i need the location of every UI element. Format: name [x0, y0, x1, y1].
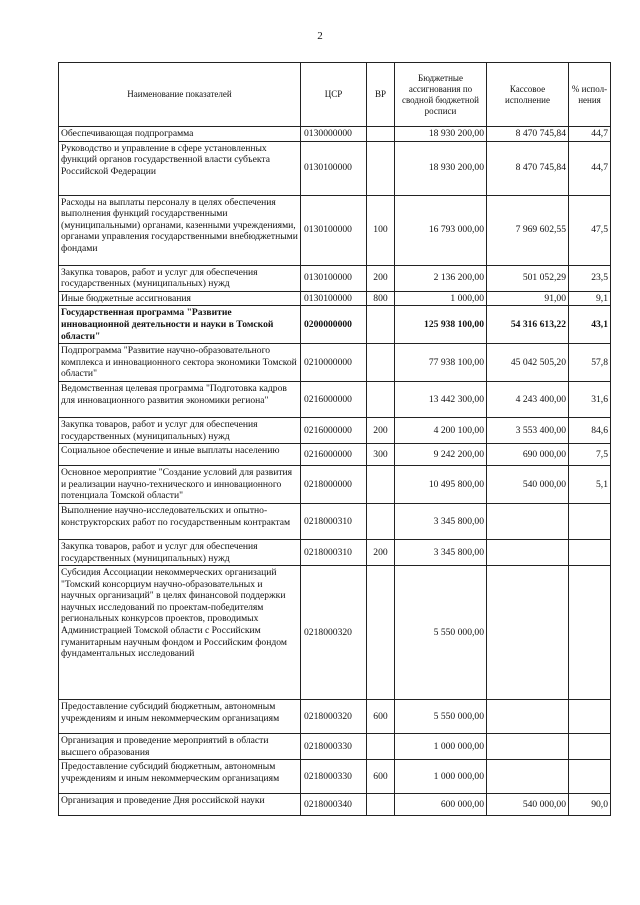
cell-vr [367, 381, 395, 417]
cell-pct: 44,7 [569, 141, 611, 195]
cell-cash: 54 316 613,22 [487, 306, 569, 344]
cell-budget: 1 000 000,00 [395, 734, 487, 760]
cell-vr: 200 [367, 539, 395, 565]
table-row [59, 444, 611, 466]
cell-vr [367, 141, 395, 195]
cell-csr: 0218000340 [301, 794, 367, 816]
cell-cash [487, 700, 569, 734]
cell-vr [367, 503, 395, 539]
cell-cash [487, 734, 569, 760]
cell-budget: 18 930 200,00 [395, 141, 487, 195]
cell-budget: 1 000 000,00 [395, 760, 487, 794]
cell-budget: 600 000,00 [395, 794, 487, 816]
cell-budget: 4 200 100,00 [395, 417, 487, 443]
cell-vr: 600 [367, 700, 395, 734]
cell-cash: 45 042 505,20 [487, 344, 569, 382]
cell-budget: 9 242 200,00 [395, 444, 487, 466]
cell-budget: 125 938 100,00 [395, 306, 487, 344]
cell-name: Основное мероприятие "Создание условий для развития и реализации научно-технического и инновационного потенциала Томской области" [59, 466, 301, 504]
header-name: Наименование показателей [59, 63, 301, 127]
cell-cash: 501 052,29 [487, 265, 569, 291]
cell-budget: 3 345 800,00 [395, 503, 487, 539]
cell-csr: 0218000320 [301, 700, 367, 734]
cell-name: Социальное обеспечение и иные выплаты населению [59, 444, 301, 466]
table-row [59, 195, 611, 265]
cell-vr: 200 [367, 417, 395, 443]
table-row [59, 265, 611, 291]
cell-budget: 5 550 000,00 [395, 700, 487, 734]
cell-pct: 84,6 [569, 417, 611, 443]
cell-csr: 0210000000 [301, 344, 367, 382]
cell-name: Иные бюджетные ассигнования [59, 291, 301, 306]
table-row [59, 417, 611, 443]
cell-pct [569, 539, 611, 565]
cell-cash: 7 969 602,55 [487, 195, 569, 265]
cell-vr [367, 566, 395, 700]
budget-execution-table [58, 62, 611, 816]
cell-csr: 0130000000 [301, 127, 367, 142]
cell-vr [367, 127, 395, 142]
table-row [59, 127, 611, 142]
cell-name: Выполнение научно-исследовательских и опытно-конструкторских работ по государственным контрактам [59, 503, 301, 539]
cell-cash: 4 243 400,00 [487, 381, 569, 417]
header-budget: Бюджетные ассигнования по сводной бюджетной росписи [395, 63, 487, 127]
cell-vr [367, 344, 395, 382]
header-csr: ЦСР [301, 63, 367, 127]
cell-budget: 16 793 000,00 [395, 195, 487, 265]
cell-csr: 0130100000 [301, 265, 367, 291]
cell-csr: 0200000000 [301, 306, 367, 344]
cell-pct: 23,5 [569, 265, 611, 291]
cell-pct: 9,1 [569, 291, 611, 306]
cell-csr: 0130100000 [301, 291, 367, 306]
table-body [59, 127, 611, 816]
cell-csr: 0218000000 [301, 466, 367, 504]
cell-pct: 47,5 [569, 195, 611, 265]
cell-budget: 13 442 300,00 [395, 381, 487, 417]
table-row [59, 466, 611, 504]
cell-budget: 5 550 000,00 [395, 566, 487, 700]
header-pct: % испол-нения [569, 63, 611, 127]
table-row [59, 306, 611, 344]
cell-cash: 540 000,00 [487, 466, 569, 504]
cell-csr: 0218000310 [301, 503, 367, 539]
cell-budget: 2 136 200,00 [395, 265, 487, 291]
cell-pct: 5,1 [569, 466, 611, 504]
table-row [59, 700, 611, 734]
cell-name: Организация и проведение мероприятий в области высшего образования [59, 734, 301, 760]
header-cash: Кассовое исполнение [487, 63, 569, 127]
cell-budget: 1 000,00 [395, 291, 487, 306]
cell-budget: 3 345 800,00 [395, 539, 487, 565]
cell-pct: 31,6 [569, 381, 611, 417]
cell-cash: 8 470 745,84 [487, 127, 569, 142]
cell-pct [569, 503, 611, 539]
cell-name: Государственная программа "Развитие инновационной деятельности и науки в Томской области" [59, 306, 301, 344]
cell-vr [367, 466, 395, 504]
table-row [59, 794, 611, 816]
cell-csr: 0218000330 [301, 760, 367, 794]
cell-vr: 800 [367, 291, 395, 306]
cell-cash [487, 539, 569, 565]
cell-cash: 91,00 [487, 291, 569, 306]
cell-pct: 43,1 [569, 306, 611, 344]
cell-csr: 0218000330 [301, 734, 367, 760]
cell-cash [487, 503, 569, 539]
cell-name: Ведомственная целевая программа "Подготовка кадров для инновационного развития экономики региона" [59, 381, 301, 417]
header-vr: ВР [367, 63, 395, 127]
cell-name: Расходы на выплаты персоналу в целях обеспечения выполнения функций государственными (муниципальными) органами, казенными учреждениями, органами управления государственными внебюджетными фондами [59, 195, 301, 265]
cell-pct [569, 566, 611, 700]
page-number: 2 [317, 30, 323, 42]
cell-cash: 540 000,00 [487, 794, 569, 816]
table-row [59, 344, 611, 382]
cell-vr: 100 [367, 195, 395, 265]
table-row [59, 760, 611, 794]
cell-vr [367, 306, 395, 344]
cell-budget: 10 495 800,00 [395, 466, 487, 504]
cell-budget: 18 930 200,00 [395, 127, 487, 142]
cell-csr: 0130100000 [301, 141, 367, 195]
cell-pct: 57,8 [569, 344, 611, 382]
cell-cash [487, 760, 569, 794]
cell-pct: 7,5 [569, 444, 611, 466]
cell-csr: 0218000310 [301, 539, 367, 565]
table-row [59, 381, 611, 417]
cell-cash [487, 566, 569, 700]
cell-pct [569, 734, 611, 760]
cell-budget: 77 938 100,00 [395, 344, 487, 382]
cell-name: Закупка товаров, работ и услуг для обеспечения государственных (муниципальных) нужд [59, 265, 301, 291]
cell-pct: 44,7 [569, 127, 611, 142]
cell-name: Предоставление субсидий бюджетным, автономным учреждениям и иным некоммерческим организациям [59, 700, 301, 734]
cell-vr: 600 [367, 760, 395, 794]
table-row [59, 566, 611, 700]
cell-cash: 690 000,00 [487, 444, 569, 466]
cell-cash: 3 553 400,00 [487, 417, 569, 443]
cell-csr: 0130100000 [301, 195, 367, 265]
cell-csr: 0216000000 [301, 417, 367, 443]
cell-pct: 90,0 [569, 794, 611, 816]
cell-name: Руководство и управление в сфере установленных функций органов государственной власти субъекта Российской Федерации [59, 141, 301, 195]
cell-cash: 8 470 745,84 [487, 141, 569, 195]
cell-pct [569, 700, 611, 734]
cell-name: Предоставление субсидий бюджетным, автономным учреждениям и иным некоммерческим организациям [59, 760, 301, 794]
table-row [59, 141, 611, 195]
table-row [59, 291, 611, 306]
cell-vr: 200 [367, 265, 395, 291]
cell-name: Обеспечивающая подпрограмма [59, 127, 301, 142]
cell-name: Закупка товаров, работ и услуг для обеспечения государственных (муниципальных) нужд [59, 417, 301, 443]
cell-csr: 0218000320 [301, 566, 367, 700]
cell-vr [367, 794, 395, 816]
table-row [59, 539, 611, 565]
table-row [59, 734, 611, 760]
cell-vr: 300 [367, 444, 395, 466]
cell-csr: 0216000000 [301, 381, 367, 417]
cell-name: Субсидия Ассоциации некоммерческих организаций "Томский консорциум научно-образовательных и научных организаций" в целях финансовой поддержки научных исследований по проектам-победителям региональных конкурсов проектов, проводимых Администрацией Томской области с Российским гуманитарным научным фондом и Российским фондом фундаментальных исследований [59, 566, 301, 700]
cell-pct [569, 760, 611, 794]
cell-vr [367, 734, 395, 760]
cell-name: Организация и проведение Дня российской науки [59, 794, 301, 816]
table-row [59, 503, 611, 539]
cell-name: Подпрограмма "Развитие научно-образовательного комплекса и инновационного сектора экономики Томской области" [59, 344, 301, 382]
cell-csr: 0216000000 [301, 444, 367, 466]
cell-name: Закупка товаров, работ и услуг для обеспечения государственных (муниципальных) нужд [59, 539, 301, 565]
